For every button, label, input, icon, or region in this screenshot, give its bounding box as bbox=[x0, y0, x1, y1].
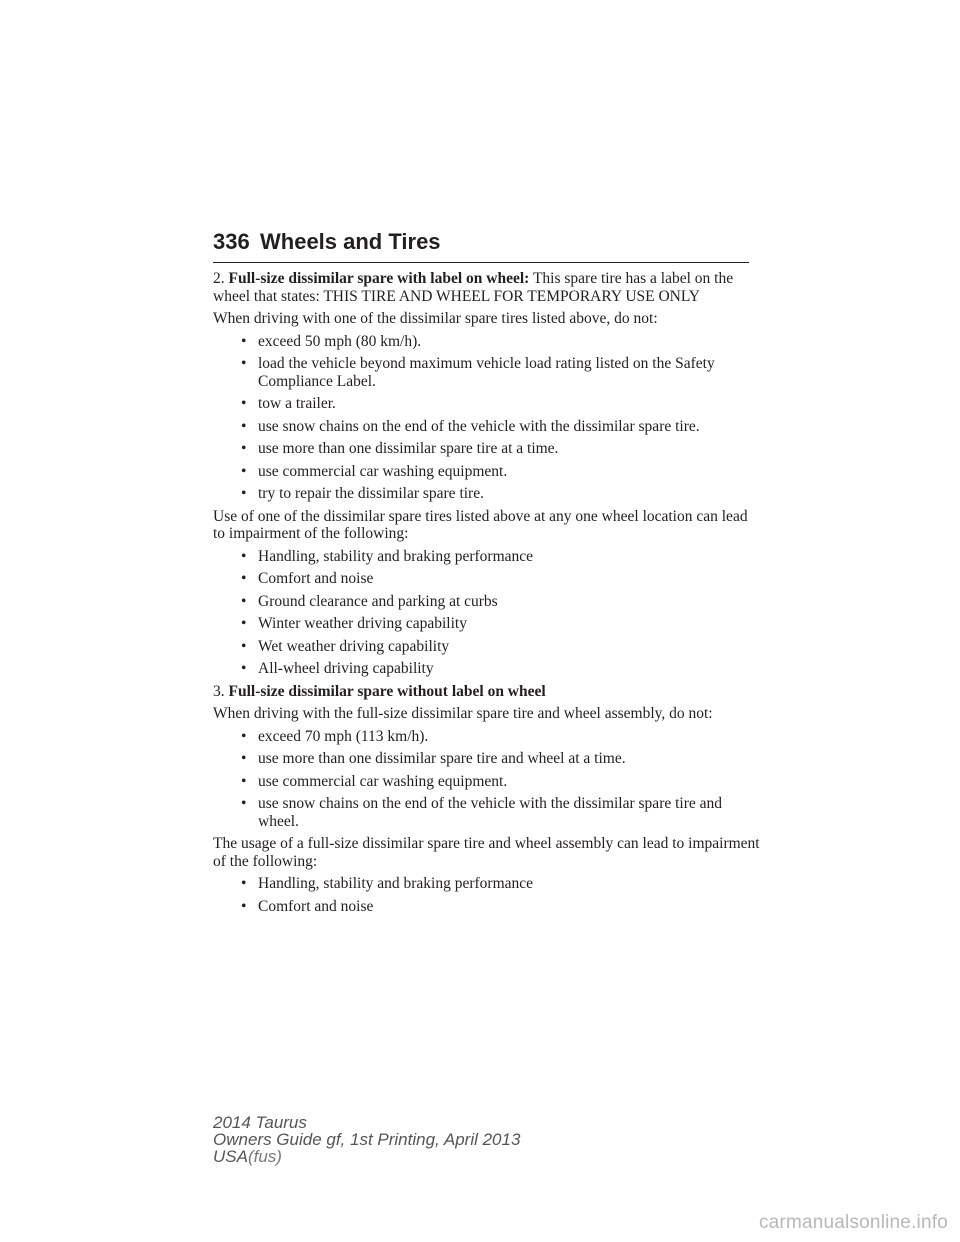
bullet-icon: • bbox=[241, 772, 247, 790]
list-item-text: Handling, stability and braking performance bbox=[258, 875, 534, 892]
bullet-icon: • bbox=[241, 440, 247, 457]
bullet-icon: • bbox=[241, 875, 247, 892]
item-3-number: 3. bbox=[213, 682, 225, 700]
item-2-number: 2. bbox=[213, 270, 225, 287]
footer-region bbox=[213, 1148, 520, 1165]
list-item bbox=[241, 750, 761, 768]
list-item bbox=[241, 728, 761, 746]
list-item bbox=[241, 333, 761, 351]
list-item-text: Comfort and noise bbox=[258, 897, 374, 915]
watermark: carmanualsonline.info bbox=[758, 1212, 948, 1233]
section-title: Wheels and Tires bbox=[260, 229, 441, 254]
intro-paragraph-4: The usage of a full-size dissimilar spare tire and wheel assembly can lead to impairment of the following: bbox=[213, 835, 760, 870]
item-2-heading: Full-size dissimilar spare with label on wheel: bbox=[228, 270, 530, 287]
bullet-icon: • bbox=[241, 355, 247, 372]
list-item bbox=[241, 615, 761, 633]
intro-paragraph-2: Use of one of the dissimilar spare tires listed above at any one wheel location can lead to impairment of the following: bbox=[213, 507, 748, 542]
item-2-text: This spare tire has a label on the wheel that states: THIS TIRE AND WHEEL FOR TEMPORARY USE ONLY bbox=[213, 270, 734, 305]
list-item bbox=[241, 485, 761, 503]
list-item-text: try to repair the dissimilar spare tire. bbox=[258, 485, 484, 502]
footer-printing: Owners Guide gf, 1st Printing, April 2013 bbox=[213, 1130, 521, 1149]
page-header bbox=[213, 228, 749, 263]
page-number: 336 bbox=[213, 229, 250, 254]
list-item bbox=[241, 593, 761, 611]
list-item bbox=[241, 875, 761, 893]
bullet-icon: • bbox=[241, 417, 247, 435]
document-footer bbox=[213, 1114, 520, 1165]
list-item-text: Handling, stability and braking performance bbox=[258, 547, 534, 565]
list-item-text: Comfort and noise bbox=[258, 570, 374, 587]
bullet-icon: • bbox=[241, 727, 247, 745]
list-item-text: use commercial car washing equipment. bbox=[258, 462, 508, 480]
list-item bbox=[241, 660, 761, 678]
list-item-text: Winter weather driving capability bbox=[258, 615, 467, 632]
page-content bbox=[213, 270, 761, 920]
list-item bbox=[241, 570, 761, 588]
footer-model: 2014 Taurus bbox=[213, 1113, 307, 1132]
bullet-icon: • bbox=[241, 897, 247, 915]
list-item-text: use snow chains on the end of the vehicle with the dissimilar spare tire and wheel. bbox=[258, 795, 723, 830]
bullet-icon: • bbox=[241, 462, 247, 480]
list-item-text: tow a trailer. bbox=[258, 395, 336, 412]
footer-region-main: USA bbox=[213, 1147, 248, 1166]
list-item-text: exceed 70 mph (113 km/h). bbox=[258, 727, 429, 745]
intro-paragraph-3: When driving with the full-size dissimilar spare tire and wheel assembly, do not: bbox=[213, 705, 713, 722]
bullet-icon: • bbox=[241, 750, 247, 767]
item-2-paragraph bbox=[213, 270, 761, 305]
bullet-icon: • bbox=[241, 485, 247, 502]
bullet-icon: • bbox=[241, 795, 247, 812]
list-item bbox=[241, 548, 761, 566]
bullet-icon: • bbox=[241, 615, 247, 632]
list-item bbox=[241, 638, 761, 656]
list-2 bbox=[241, 548, 761, 678]
item-3-paragraph bbox=[213, 683, 761, 701]
intro-paragraph-1: When driving with one of the dissimilar spare tires listed above, do not: bbox=[213, 310, 658, 327]
bullet-icon: • bbox=[241, 332, 247, 350]
list-item-text: use more than one dissimilar spare tire and wheel at a time. bbox=[258, 750, 626, 767]
list-1 bbox=[241, 333, 761, 503]
list-item bbox=[241, 395, 761, 413]
bullet-icon: • bbox=[241, 637, 247, 655]
list-item bbox=[241, 440, 761, 458]
list-4 bbox=[241, 875, 761, 915]
bullet-icon: • bbox=[241, 395, 247, 412]
list-item-text: use commercial car washing equipment. bbox=[258, 772, 508, 790]
list-item-text: use snow chains on the end of the vehicle with the dissimilar spare tire. bbox=[258, 417, 700, 435]
list-item bbox=[241, 898, 761, 916]
list-item bbox=[241, 795, 761, 830]
list-item-text: Wet weather driving capability bbox=[258, 637, 450, 655]
bullet-icon: • bbox=[241, 570, 247, 587]
list-item-text: load the vehicle beyond maximum vehicle load rating listed on the Safety Compliance Label. bbox=[258, 355, 715, 390]
list-item-text: use more than one dissimilar spare tire at a time. bbox=[258, 440, 559, 457]
list-item-text: exceed 50 mph (80 km/h). bbox=[258, 332, 422, 350]
list-item bbox=[241, 463, 761, 481]
list-3 bbox=[241, 728, 761, 831]
bullet-icon: • bbox=[241, 592, 247, 610]
list-item-text: All-wheel driving capability bbox=[258, 660, 434, 677]
list-item bbox=[241, 355, 761, 390]
list-item bbox=[241, 418, 761, 436]
bullet-icon: • bbox=[241, 660, 247, 677]
list-item bbox=[241, 773, 761, 791]
footer-region-code: (fus) bbox=[247, 1147, 282, 1166]
item-3-heading: Full-size dissimilar spare without label on wheel bbox=[228, 682, 546, 700]
list-item-text: Ground clearance and parking at curbs bbox=[258, 592, 498, 610]
bullet-icon: • bbox=[241, 547, 247, 565]
